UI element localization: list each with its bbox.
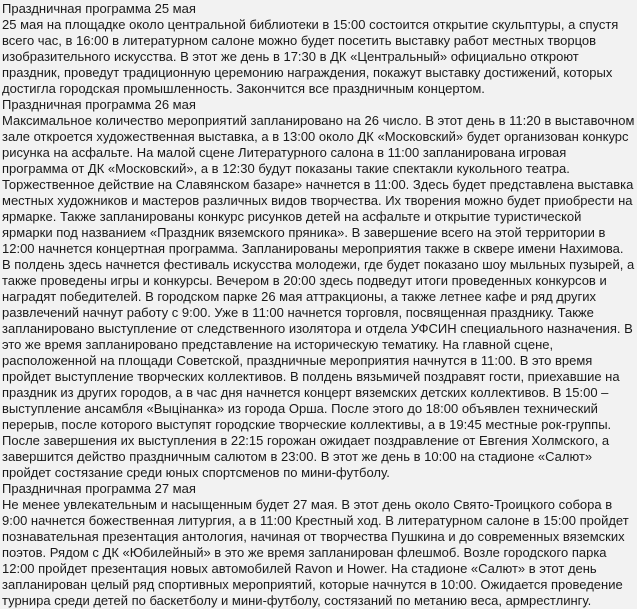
section-text: Не менее увлекательным и насыщенным будет 27 мая. В этот день около Свято-Троицкого собора в 9:00 начнется божественная литургия, а в 11:00 Крестный ход. В литературном салоне в 15:00 пройдет познавательная презентация антология, начиная от творчества Пушкина и до современных вяземских поэтов. Рядом с ДК «Юбилейный» в это же время запланирован флешмоб. Возле городского парка 12:00 пройдет презентация новых автомобилей Ravon и Hower. На стадионе «Салют» в этот день запланирован целый ряд спортивных мероприятий, которые начнутся в 10:00. Ожидается проведение турнира среди детей по баскетболу и мини-футболу, состязаний по метанию веса, армрестлингу. (2, 497, 629, 608)
section-may-26 (2, 97, 635, 481)
section-text: 25 мая на площадке около центральной библиотеки в 15:00 состоится открытие скульптуры, а спустя всего час, в 16:00 в литературном салоне можно будет посетить выставку работ местных творцов изобразительного искусства. В этот же день в 17:30 в ДК «Центральный» официально откроют праздник, проведут традиционную церемонию награждения, покажут выставку достижений, которых достигла городская промышленность. Закончится все праздничным концертом. (2, 17, 619, 96)
section-text: Максимальное количество мероприятий запланировано на 26 число. В этот день в 11:20 в выставочном зале откроется художественная выставка, а в 13:00 около ДК «Московский» будет организован конкурс рисунка на асфальте. На малой сцене Литературного салона в 11:00 запланирована игровая программа от ДК «Московский», а в 12:30 будут показаны такие спектакли кукольного театра. Торжественное действие на Славянском базаре» начнется в 11:00. Здесь будет представлена выставка местных художников и мастеров различных видов творчества. Их творения можно будет приобрести на ярмарке. Также запланированы конкурс рисунков детей на асфальте и открытие туристической ярмарки под названием «Праздник вяземского пряника». В завершение всего на этой территории в 12:00 начнется концертная программа. Запланированы мероприятия также в сквере имени Нахимова. В полдень здесь начнется фестиваль искусства молодежи, где будет показано шоу мыльных пузырей, а также проведены игры и конкурсы. Вечером в 20:00 здесь подведут итоги проведенных конкурсов и наградят победителей. В городском парке 26 мая аттракционы, а также летнее кафе и ряд других развлечений начнут работу с 9:00. Уже в 11:00 начнется торговля, посвященная празднику. Также запланировано выступление от следственного изолятора и отдела УФСИН специального назначения. В это же время запланировано представление на историческую тематику. На главной сцене, расположенной на площади Советской, праздничные мероприятия начнутся в 11:00. В это время пройдет выступление творческих коллективов. В полдень вязьмичей поздравят гости, приехавшие на праздник из других городов, а в час дня начнется концерт вяземских детских коллективов. В 15:00 – выступление ансамбля «Выцiнанка» из города Орша. После этого до 18:00 объявлен технический перерыв, после которого выступят городские творческие коллективы, а в 19:45 местные рок-группы. После завершения их выступления в 22:15 горожан ожидает поздравление от Евгения Холмского, а завершится действо праздничным салютом в 23:00. В этот же день в 10:00 на стадионе «Салют» пройдет состязание среди юных спортсменов по мини-футболу. (2, 113, 635, 480)
section-title: Праздничная программа 27 мая (2, 481, 196, 496)
section-title: Праздничная программа 26 мая (2, 97, 196, 112)
section-title: Праздничная программа 25 мая (2, 1, 196, 16)
section-may-27 (2, 481, 635, 609)
section-may-25 (2, 1, 635, 97)
